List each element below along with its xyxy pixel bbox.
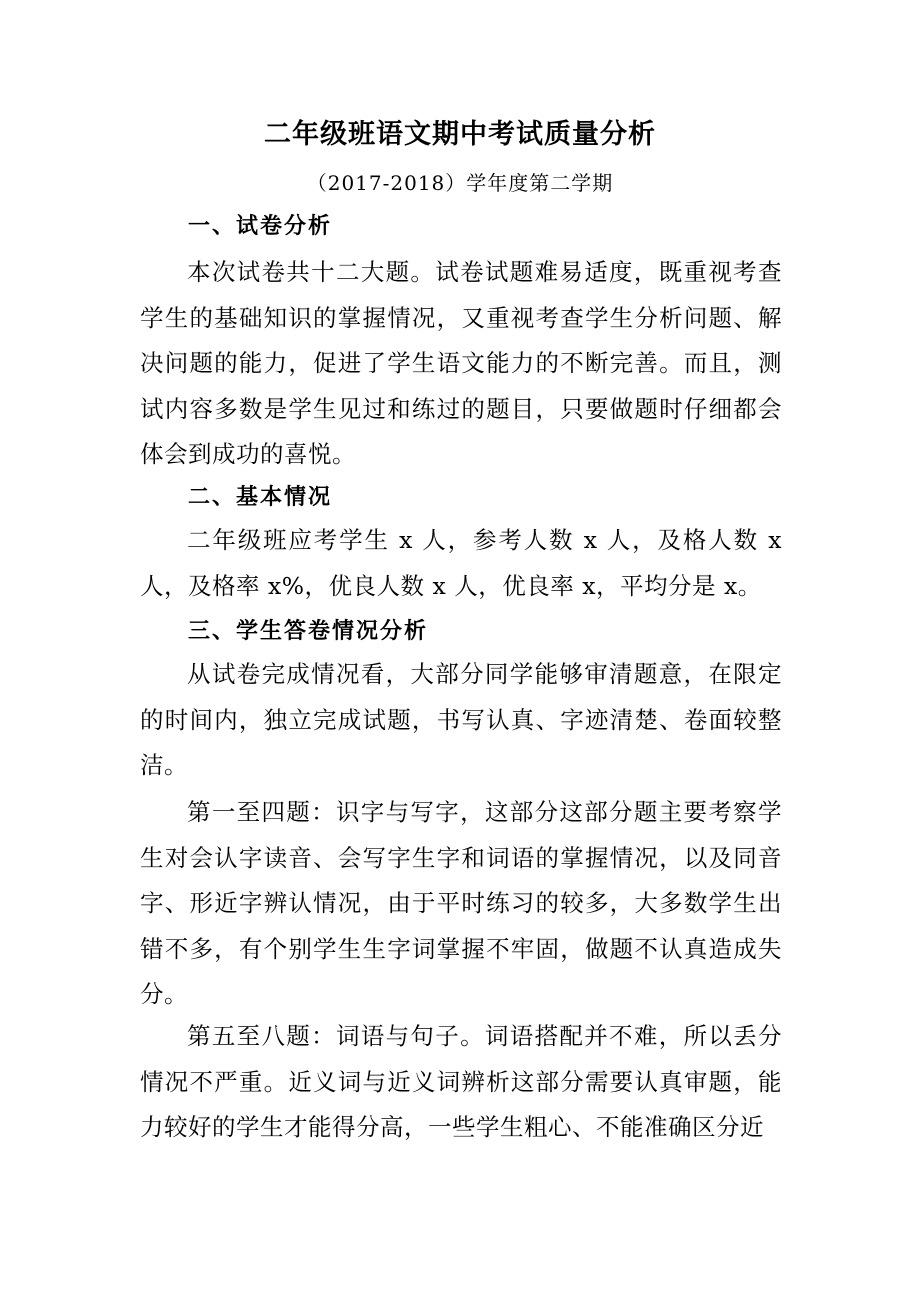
paragraph-questions-1-4: 第一至四题：识字与写字，这部分这部分题主要考察学生对会认字读音、会写字生字和词语的掌握情况，以及同音字、形近字辨认情况，由于平时练习的较多，大多数学生出错不多，有个别学生生字词掌握不牢固，做题不认真造成失分。 <box>140 798 782 1008</box>
section-heading-paper-analysis: 一、试卷分析 <box>188 214 333 239</box>
paragraph-answer-overview: 从试卷完成情况看，大部分同学能够审清题意，在限定的时间内，独立完成试题，书写认真、字迹清楚、卷面较整洁。 <box>140 660 782 779</box>
paragraph-paper-analysis: 本次试卷共十二大题。试卷试题难易适度，既重视考查学生的基础知识的掌握情况，又重视考查学生分析问题、解决问题的能力，促进了学生语文能力的不断完善。而且，测试内容多数是学生见过和练过的题目，只要做题时仔细都会体会到成功的喜悦。 <box>140 258 782 468</box>
paragraph-basic-situation: 二年级班应考学生 x 人，参考人数 x 人，及格人数 x 人，及格率 x%，优良人数 x 人，优良率 x，平均分是 x。 <box>140 526 782 600</box>
paragraph-questions-5-8: 第五至八题：词语与句子。词语搭配并不难，所以丢分情况不严重。近义词与近义词辨析这部分需要认真审题，能力较好的学生才能得分高，一些学生粗心、不能准确区分近 <box>140 1022 782 1141</box>
document-title: 二年级班语文期中考试质量分析 <box>264 119 656 150</box>
section-heading-answer-analysis: 三、学生答卷情况分析 <box>188 619 429 644</box>
section-heading-basic-situation: 二、基本情况 <box>188 485 333 510</box>
document-subtitle: （2017-2018）学年度第二学期 <box>306 171 614 195</box>
